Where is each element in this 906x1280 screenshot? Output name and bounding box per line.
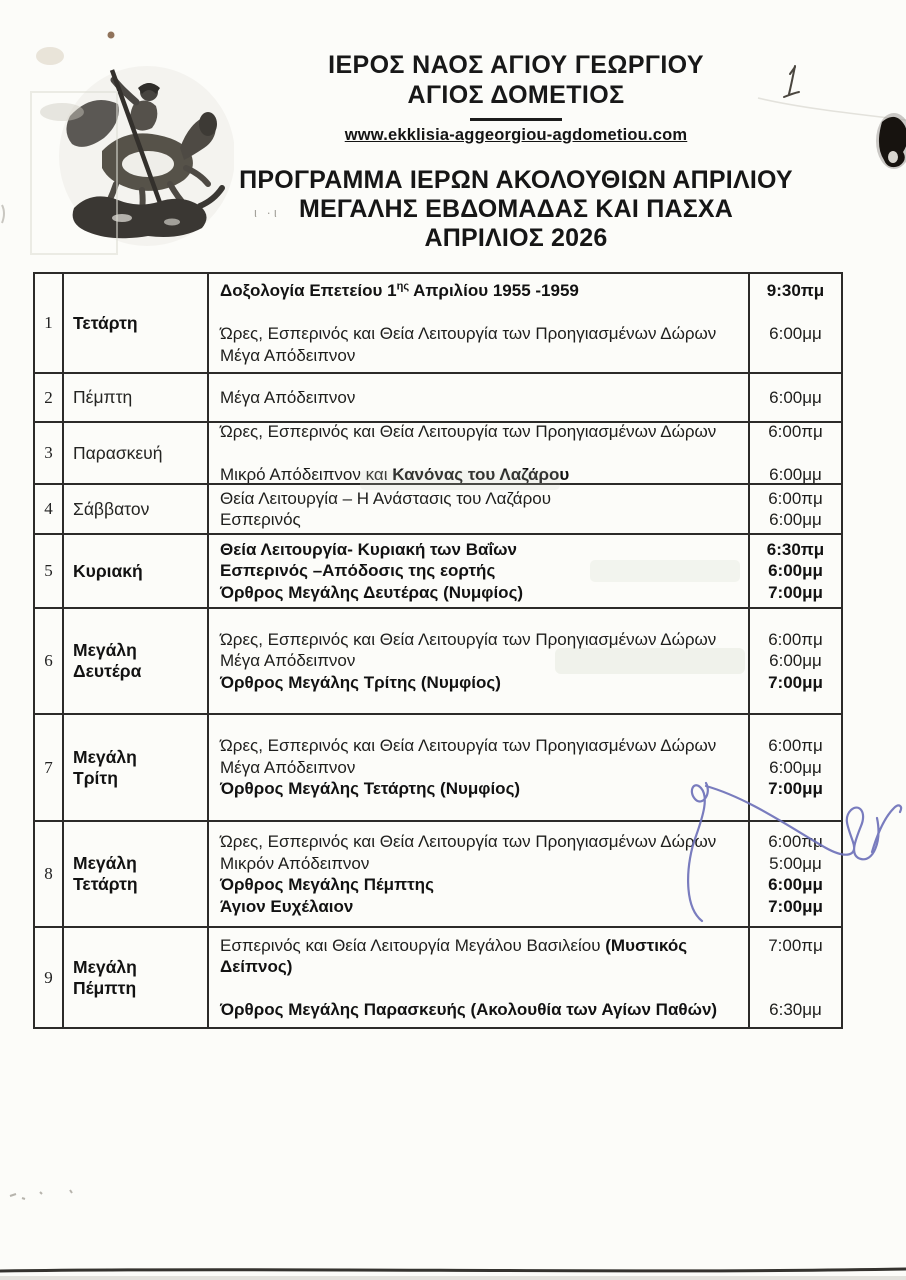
- service-line: [220, 874, 744, 896]
- time-value: 6:00μμ: [768, 561, 823, 581]
- service-line: [220, 345, 744, 367]
- time-value: 6:00μμ: [768, 875, 823, 894]
- day-name: Παρασκευή: [73, 442, 163, 463]
- day-cell: [64, 374, 209, 421]
- service-line: [220, 896, 744, 918]
- service-line: [220, 539, 744, 561]
- day-name: Μεγάλη: [73, 640, 137, 660]
- day-name: Τετάρτη: [73, 874, 138, 894]
- row-number: 3: [44, 443, 53, 462]
- paper-speck: [108, 32, 115, 39]
- day-name: Μεγάλη: [73, 853, 137, 873]
- service-line: [220, 978, 744, 1000]
- service-text: Δοξολογία Επετείου 1: [220, 281, 397, 300]
- day-cell: [64, 535, 209, 607]
- services-cell: [209, 822, 750, 926]
- time-value: 7:00μμ: [768, 896, 823, 916]
- time-value: 5:00μμ: [769, 853, 822, 873]
- time-value: [750, 302, 841, 324]
- row-number: 4: [44, 499, 53, 518]
- divider-line: [470, 118, 562, 121]
- day-cell: [64, 274, 209, 372]
- day-cell: [64, 822, 209, 926]
- day-cell: [64, 423, 209, 483]
- row-number-cell: [35, 928, 64, 1027]
- service-text: Εσπερινός: [220, 510, 301, 529]
- scan-smudge-marks: ι ·ι: [254, 205, 280, 220]
- service-text: Άγιον Ευχέλαιον: [220, 896, 354, 916]
- table-row: [35, 374, 841, 423]
- service-line: [220, 735, 744, 757]
- time-value: 6:00πμ: [768, 629, 823, 649]
- service-line: [220, 387, 744, 409]
- times-cell: [750, 928, 841, 1027]
- service-line: [220, 853, 744, 875]
- service-text: Μέγα Απόδειπνον: [220, 387, 356, 407]
- service-text: Ώρες, Εσπερινός και Θεία Λειτουργία των Προηγιασμένων Δώρων: [220, 423, 717, 441]
- table-row: [35, 715, 841, 822]
- row-number-cell: [35, 822, 64, 926]
- time-value: 6:00μμ: [769, 510, 822, 529]
- st-george-illustration: [52, 56, 234, 246]
- times-cell: [750, 485, 841, 533]
- day-name: Πέμπτη: [73, 387, 133, 407]
- service-text: Απριλίου 1955 -1959: [409, 281, 579, 300]
- service-line: [220, 280, 744, 302]
- time-value: [750, 956, 841, 978]
- service-line: [220, 509, 744, 531]
- day-cell: [64, 485, 209, 533]
- services-cell: [209, 274, 750, 372]
- row-number-cell: [35, 423, 64, 483]
- row-number-cell: [35, 374, 64, 421]
- time-value: 6:00μμ: [769, 324, 822, 343]
- time-value: 7:00μμ: [768, 672, 823, 692]
- service-line: [220, 956, 744, 978]
- service-text: Θεία Λειτουργία – Η Ανάστασις του Λαζάρου: [220, 488, 552, 508]
- times-cell: [750, 274, 841, 372]
- website-url: www.ekklisia-aggeorgiou-agdometiou.com: [344, 126, 688, 144]
- program-title-line3: ΑΠΡΙΛΙΟΣ 2026: [424, 224, 608, 252]
- service-schedule-table: [33, 272, 843, 1029]
- times-cell: [750, 423, 841, 483]
- service-text: Μικρόν Απόδειπνον: [220, 853, 370, 873]
- paper-specks: [10, 1190, 72, 1199]
- row-number-cell: [35, 485, 64, 533]
- day-name: Μεγάλη: [73, 746, 137, 767]
- time-value: 6:00πμ: [768, 488, 823, 508]
- time-value: 6:00μμ: [769, 757, 822, 777]
- table-row: [35, 274, 841, 374]
- services-cell: [209, 374, 750, 421]
- service-line: [220, 650, 744, 672]
- time-value: 6:30μμ: [769, 1000, 822, 1019]
- service-text: Δείπνος): [220, 957, 293, 976]
- day-name: Πέμπτη: [73, 977, 137, 998]
- service-line: [220, 831, 744, 853]
- row-number: 8: [44, 864, 53, 883]
- services-cell: [209, 715, 750, 820]
- row-number-cell: [35, 274, 64, 372]
- table-row: [35, 485, 841, 535]
- service-line: [220, 442, 744, 464]
- service-line: [220, 323, 744, 345]
- service-text: Ώρες, Εσπερινός και Θεία Λειτουργία των Προηγιασμένων Δώρων: [220, 736, 717, 756]
- edge-mark: [2, 205, 4, 223]
- program-title-line2: [238, 195, 794, 224]
- times-cell: [750, 822, 841, 926]
- row-number-cell: [35, 609, 64, 713]
- row-number: 2: [44, 387, 53, 407]
- service-text: Μικρό Απόδειπνον και: [220, 464, 393, 483]
- row-number: 5: [44, 561, 53, 580]
- time-value: 6:00μμ: [769, 651, 822, 671]
- church-name-line2: ΑΓΙΟΣ ΔΟΜΕΤΙΟΣ: [407, 81, 625, 109]
- scan-edge-line: [0, 1269, 906, 1271]
- service-line: [220, 935, 744, 957]
- service-text: Μέγα Απόδειπνον: [220, 651, 356, 671]
- times-cell: [750, 715, 841, 820]
- service-text: Εσπερινός –Απόδοσις της εορτής: [220, 561, 496, 581]
- scan-edge-shadow: [0, 1276, 906, 1280]
- row-number: 7: [44, 757, 53, 777]
- time-value: 6:00μμ: [769, 387, 822, 407]
- service-text: Μέγα Απόδειπνον: [220, 757, 356, 777]
- day-name: Μεγάλη: [73, 956, 137, 977]
- service-text: Όρθρος Μεγάλης Τρίτης (Νυμφίος): [220, 672, 501, 692]
- service-line: [220, 757, 744, 779]
- service-text: (Μυστικός: [605, 935, 688, 955]
- time-value: 6:30πμ: [766, 539, 825, 559]
- service-text: Κανόνας του Λαζάρου: [392, 464, 570, 483]
- time-value: 6:00μμ: [769, 464, 822, 483]
- document-header: [238, 50, 794, 253]
- day-name: Δευτέρα: [73, 661, 142, 681]
- church-name-line1: ΙΕΡΟΣ ΝΑΟΣ ΑΓΙΟΥ ΓΕΩΡΓΙΟΥ: [328, 51, 704, 79]
- time-value: 7:00μμ: [768, 582, 823, 602]
- service-line: [220, 302, 744, 324]
- times-cell: [750, 609, 841, 713]
- table-row: [35, 609, 841, 715]
- service-line: [220, 560, 744, 582]
- service-text: Όρθρος Μεγάλης Τετάρτης (Νυμφίος): [220, 779, 521, 799]
- service-text: Ώρες, Εσπερινός και Θεία Λειτουργία των Προηγιασμένων Δώρων: [220, 629, 717, 649]
- time-value: [750, 442, 841, 464]
- service-text: Εσπερινός και Θεία Λειτουργία Μεγάλου Βασιλείου: [220, 935, 606, 955]
- time-value: 6:00πμ: [768, 423, 823, 441]
- program-title: [238, 166, 794, 253]
- service-text: Όρθρος Μεγάλης Δευτέρας (Νυμφίος): [220, 582, 524, 602]
- row-number-cell: [35, 535, 64, 607]
- service-line: [220, 778, 744, 800]
- service-text: Όρθρος Μεγάλης Πέμπτης: [220, 875, 434, 894]
- table-row: [35, 822, 841, 928]
- service-text: Θεία Λειτουργία- Κυριακή των Βαΐων: [220, 539, 517, 559]
- service-text: Μέγα Απόδειπνον: [220, 345, 356, 365]
- time-value: 6:00πμ: [768, 832, 823, 851]
- times-cell: [750, 374, 841, 421]
- service-text: ης: [396, 280, 410, 293]
- time-value: 9:30πμ: [766, 281, 825, 300]
- row-number: 9: [44, 967, 53, 987]
- day-name: Τετάρτη: [73, 312, 138, 333]
- services-cell: [209, 609, 750, 713]
- table-row: [35, 928, 841, 1027]
- day-name: Κυριακή: [73, 560, 143, 581]
- day-cell: [64, 928, 209, 1027]
- day-cell: [64, 609, 209, 713]
- row-number: 6: [44, 651, 53, 670]
- services-cell: [209, 485, 750, 533]
- service-line: [220, 582, 744, 604]
- time-value: 7:00πμ: [768, 935, 823, 955]
- services-cell: [209, 928, 750, 1027]
- time-value: [750, 345, 841, 367]
- service-text: Ώρες, Εσπερινός και Θεία Λειτουργία των Προηγιασμένων Δώρων: [220, 324, 717, 343]
- service-line: [220, 488, 744, 510]
- services-cell: [209, 423, 750, 483]
- service-line: [220, 423, 744, 442]
- times-cell: [750, 535, 841, 607]
- day-cell: [64, 715, 209, 820]
- time-value: [750, 978, 841, 1000]
- service-line: [220, 999, 744, 1021]
- service-line: [220, 672, 744, 694]
- row-number: 1: [44, 313, 53, 332]
- time-value: 7:00μμ: [768, 779, 823, 799]
- program-title-line2-text: ΜΕΓΑΛΗΣ ΕΒΔΟΜΑΔΑΣ ΚΑΙ ΠΑΣΧΑ: [298, 195, 734, 223]
- ink-blot: [876, 113, 906, 169]
- table-row: [35, 423, 841, 485]
- services-cell: [209, 535, 750, 607]
- row-number-cell: [35, 715, 64, 820]
- time-value: 6:00πμ: [768, 736, 823, 756]
- st-george-icon: [52, 56, 234, 246]
- service-line: [220, 464, 744, 483]
- service-text: Όρθρος Μεγάλης Παρασκευής (Ακολουθία των Αγίων Παθών): [220, 1000, 718, 1019]
- day-name: Τρίτη: [73, 767, 118, 788]
- day-name: Σάββατον: [73, 498, 150, 519]
- table-row: [35, 535, 841, 609]
- service-text: Ώρες, Εσπερινός και Θεία Λειτουργία των Προηγιασμένων Δώρων: [220, 832, 717, 851]
- program-title-line1: ΠΡΟΓΡΑΜΜΑ ΙΕΡΩΝ ΑΚΟΛΟΥΘΙΩΝ ΑΠΡΙΛΙΟΥ: [239, 166, 793, 194]
- service-line: [220, 629, 744, 651]
